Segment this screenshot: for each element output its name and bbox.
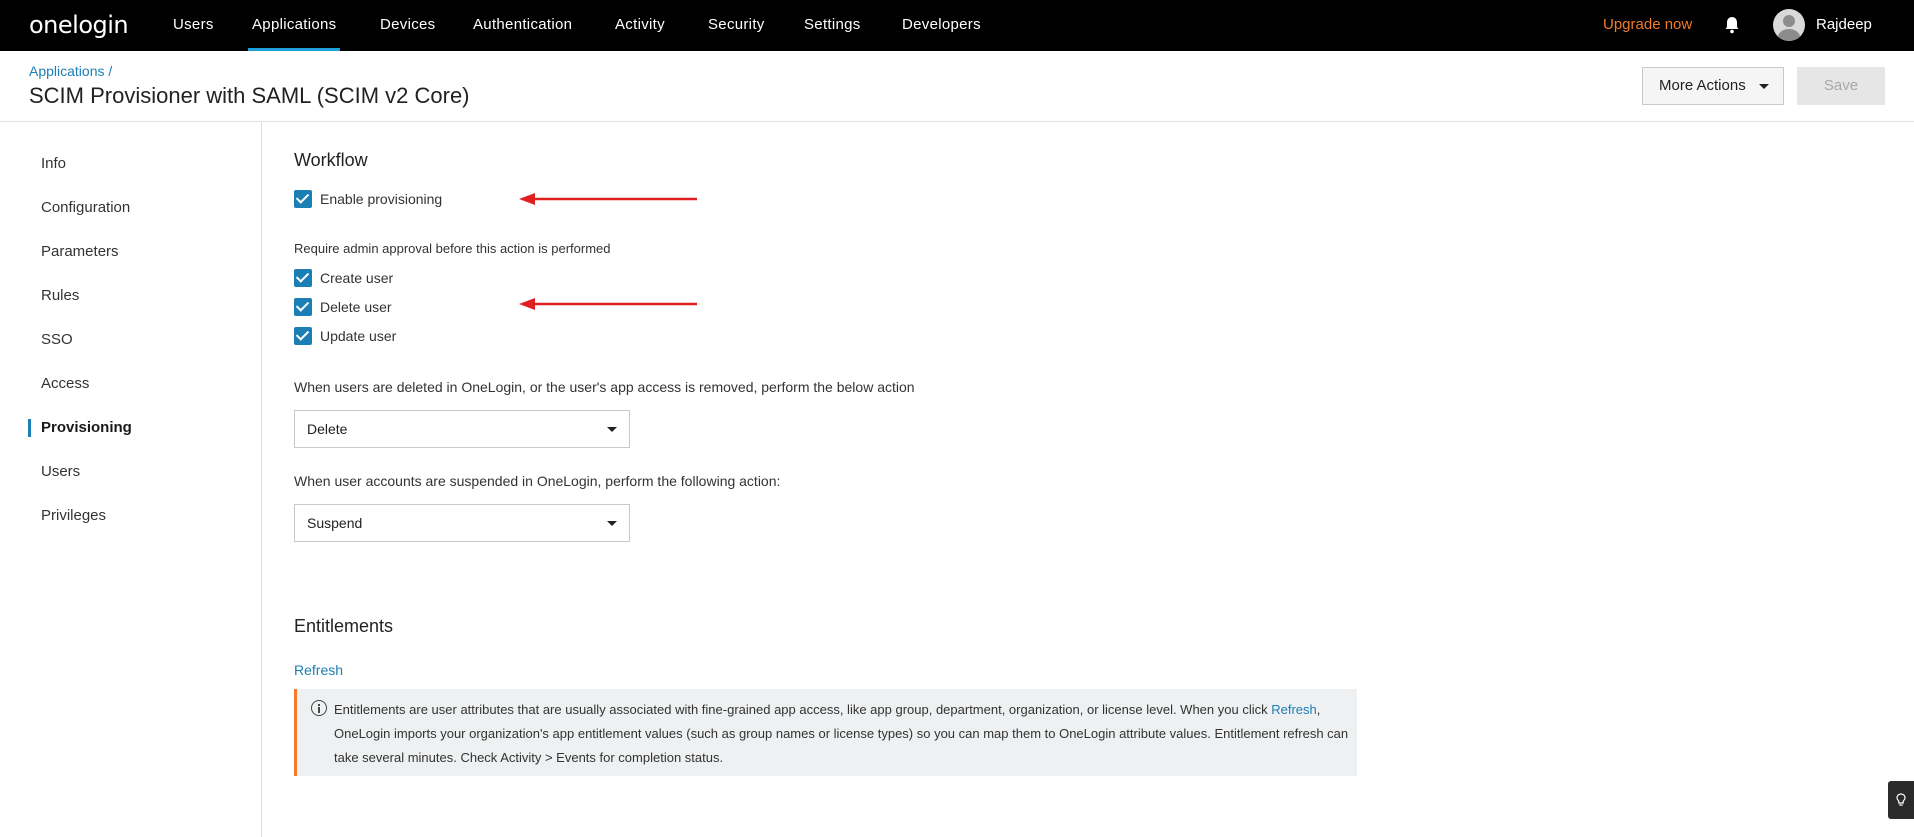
breadcrumb-applications[interactable]: Applications / (29, 63, 113, 79)
caret-down-icon (607, 521, 617, 526)
sidebar-item-sso[interactable]: SSO (41, 331, 73, 348)
update-user-checkbox[interactable] (294, 326, 396, 346)
enable-provisioning-label: Enable provisioning (320, 191, 443, 207)
deleted-users-label: When users are deleted in OneLogin, or the user's app access is removed, perform the below action (294, 379, 915, 395)
checkbox-checked-icon[interactable] (294, 327, 312, 345)
red-arrow-icon (519, 296, 699, 312)
save-button[interactable]: Save (1797, 67, 1885, 105)
create-user-label: Create user (320, 270, 394, 286)
nav-activity[interactable]: Activity (615, 16, 665, 33)
suspended-action-value: Suspend (307, 515, 363, 531)
sidebar-item-rules[interactable]: Rules (41, 287, 80, 304)
entitlements-info-box (294, 689, 1357, 776)
sidebar-item-access[interactable]: Access (41, 375, 90, 392)
caret-down-icon (1759, 84, 1769, 89)
approval-label: Require admin approval before this action is performed (294, 241, 611, 256)
top-navigation-bar (0, 0, 1914, 51)
suspended-action-select[interactable] (294, 504, 630, 542)
update-user-label: Update user (320, 328, 397, 344)
nav-users[interactable]: Users (173, 16, 214, 33)
enable-provisioning-checkbox[interactable] (294, 189, 442, 209)
entitlements-heading: Entitlements (294, 616, 394, 636)
page-header (0, 51, 1914, 122)
nav-developers[interactable]: Developers (902, 16, 981, 33)
more-actions-button[interactable] (1642, 67, 1784, 105)
sidebar-item-parameters[interactable]: Parameters (41, 243, 119, 260)
page-title: SCIM Provisioner with SAML (SCIM v2 Core) (29, 83, 470, 108)
red-arrow-icon (519, 191, 699, 207)
app-sidebar (0, 122, 262, 837)
checkbox-checked-icon[interactable] (294, 269, 312, 287)
bell-icon[interactable] (1724, 16, 1740, 34)
user-avatar[interactable] (1773, 9, 1805, 41)
caret-down-icon (607, 427, 617, 432)
nav-authentication[interactable]: Authentication (473, 16, 573, 33)
onelogin-logo[interactable]: onelogin (29, 11, 129, 39)
create-user-checkbox[interactable] (294, 268, 393, 288)
help-lightbulb-tab[interactable] (1888, 781, 1914, 819)
sidebar-item-privileges[interactable]: Privileges (41, 507, 107, 524)
deleted-action-value: Delete (307, 421, 348, 437)
nav-applications[interactable]: Applications (252, 0, 336, 51)
entitlements-info-text (334, 698, 1349, 770)
info-text-part2: , OneLogin imports your organization's app entitlement values (such as group names or license types) so you can map them to OneLogin attribute values. Entitlement refresh can take several minutes. Check Activity > Events for completion status. (334, 702, 1349, 765)
nav-settings[interactable]: Settings (804, 16, 861, 33)
provisioning-panel (263, 122, 1914, 837)
sidebar-item-users[interactable]: Users (41, 463, 81, 480)
sidebar-item-info[interactable]: Info (41, 155, 67, 172)
suspended-users-label: When user accounts are suspended in OneLogin, perform the following action: (294, 473, 781, 489)
upgrade-now-link[interactable]: Upgrade now (1603, 16, 1693, 33)
workflow-heading: Workflow (294, 150, 368, 170)
delete-user-checkbox[interactable] (294, 297, 392, 317)
more-actions-label: More Actions (1659, 77, 1746, 94)
refresh-link[interactable]: Refresh (294, 662, 344, 678)
info-refresh-link[interactable]: Refresh (1271, 702, 1317, 717)
deleted-action-select[interactable] (294, 410, 630, 448)
lightbulb-icon (1896, 793, 1906, 807)
delete-user-label: Delete user (320, 299, 392, 315)
nav-devices[interactable]: Devices (380, 16, 436, 33)
info-text-part1: Entitlements are user attributes that are usually associated with fine-grained app access, like app group, department, organization, or license level. When you click (334, 702, 1272, 717)
checkbox-checked-icon[interactable] (294, 190, 312, 208)
sidebar-item-configuration[interactable]: Configuration (41, 199, 131, 216)
checkbox-checked-icon[interactable] (294, 298, 312, 316)
nav-security[interactable]: Security (708, 16, 765, 33)
sidebar-item-provisioning[interactable]: Provisioning (0, 413, 262, 443)
info-icon (311, 700, 327, 716)
username-label[interactable]: Rajdeep (1816, 16, 1872, 33)
